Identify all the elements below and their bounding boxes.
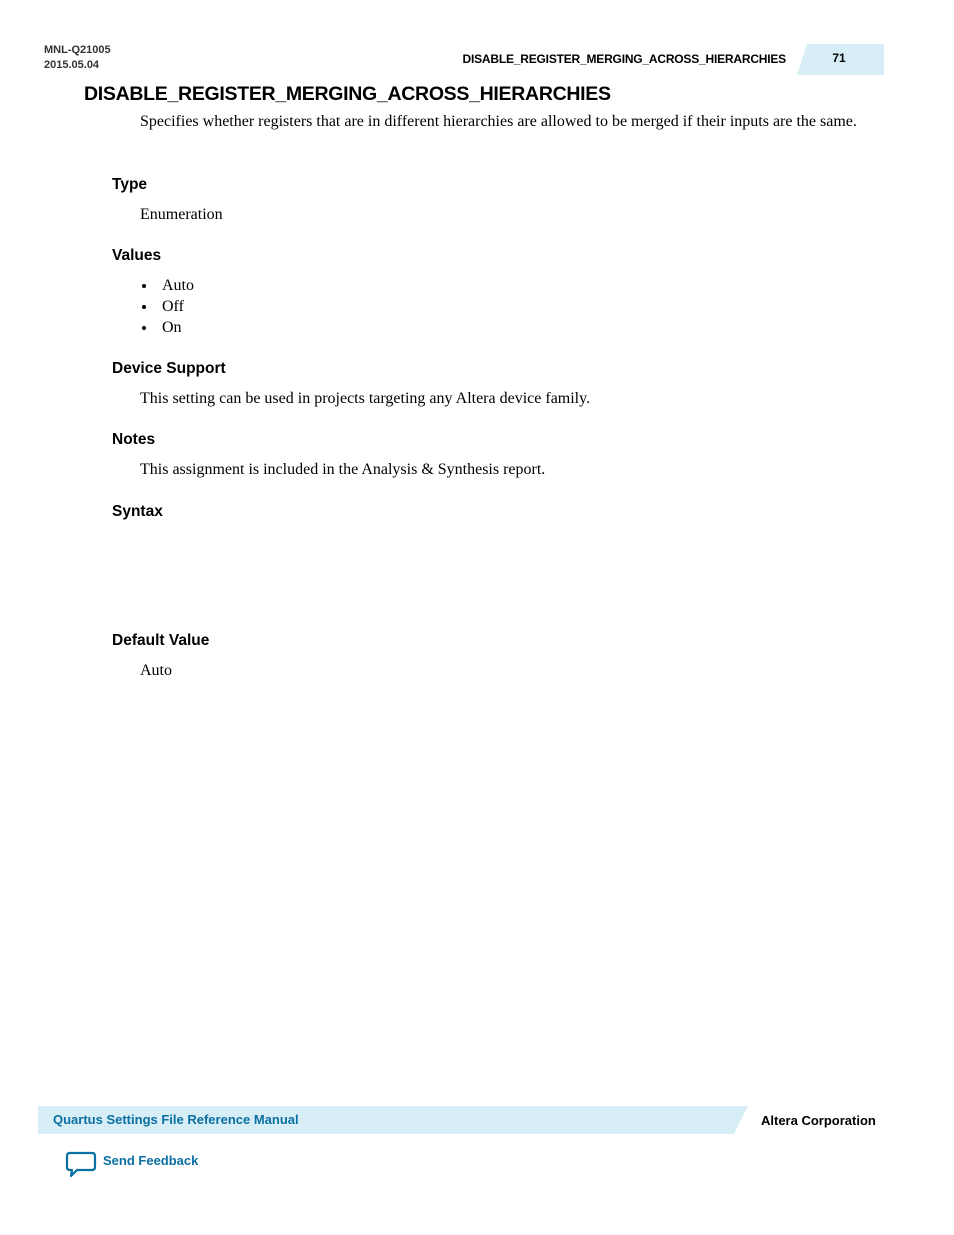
device-support-text: This setting can be used in projects targeting any Altera device family. bbox=[140, 390, 591, 407]
description: Specifies whether registers that are in different hierarchies are allowed to be merged if their inputs are the same. bbox=[140, 113, 857, 130]
section-heading-device-support: Device Support bbox=[112, 360, 226, 377]
section-heading-type: Type bbox=[112, 176, 148, 193]
footer-company: Altera Corporation bbox=[761, 1113, 876, 1128]
document-id-block bbox=[44, 43, 111, 73]
document-date: 2015.05.04 bbox=[44, 59, 100, 71]
list-item: Auto bbox=[140, 275, 194, 296]
speech-bubble-icon[interactable] bbox=[65, 1150, 97, 1178]
list-item: On bbox=[140, 317, 194, 338]
default-value-text: Auto bbox=[140, 662, 172, 679]
running-title: DISABLE_REGISTER_MERGING_ACROSS_HIERARCHIES bbox=[462, 52, 786, 66]
values-list bbox=[140, 275, 194, 338]
document-id: MNL-Q21005 bbox=[44, 44, 111, 56]
section-heading-values: Values bbox=[112, 247, 162, 264]
type-value: Enumeration bbox=[140, 206, 223, 223]
section-heading-notes: Notes bbox=[112, 431, 156, 448]
send-feedback-link[interactable]: Send Feedback bbox=[103, 1153, 199, 1168]
footer-manual-title[interactable]: Quartus Settings File Reference Manual bbox=[53, 1112, 299, 1127]
section-heading-default-value: Default Value bbox=[112, 632, 210, 649]
page-number: 71 bbox=[832, 51, 846, 65]
section-heading-syntax: Syntax bbox=[112, 503, 163, 520]
notes-text: This assignment is included in the Analysis & Synthesis report. bbox=[140, 461, 546, 478]
page-title: DISABLE_REGISTER_MERGING_ACROSS_HIERARCHIES bbox=[84, 83, 611, 105]
list-item: Off bbox=[140, 296, 194, 317]
